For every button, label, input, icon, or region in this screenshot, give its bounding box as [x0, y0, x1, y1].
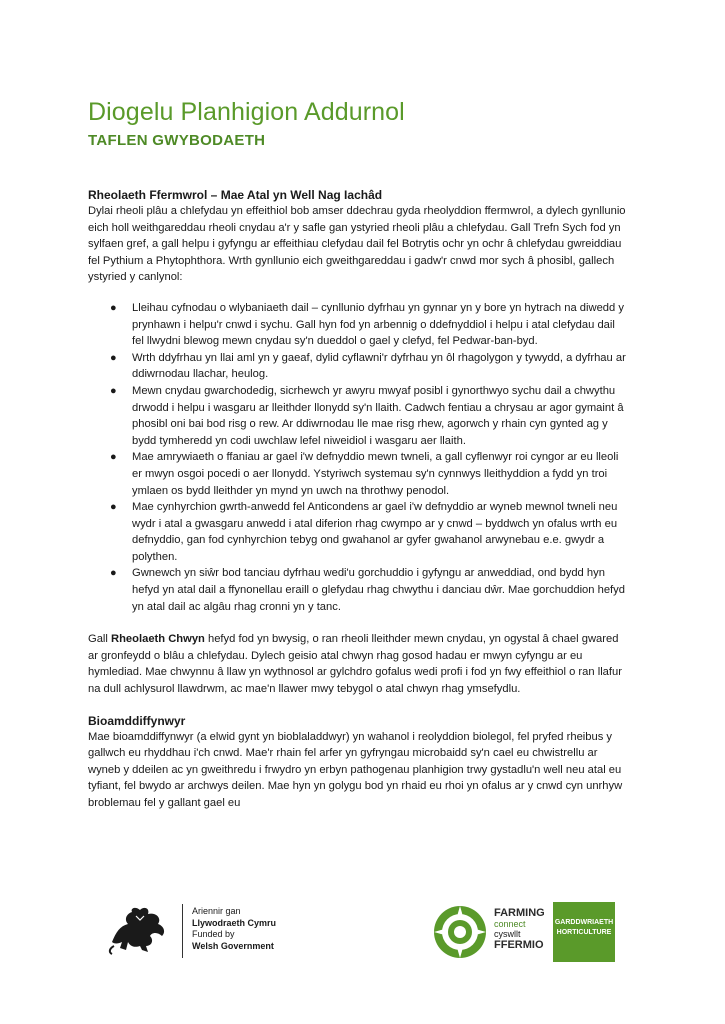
list-item: ● Gwnewch yn siŵr bod tanciau dyfrhau wedi'u gorchuddio i gyfyngu ar anweddiad, ond bydd hyn hefyd yn atal dail a ffynonellau eraill o glefydau rhag chwythu i danciau dŵr. Mae gorchuddion hefyd yn atal dail ac algâu rhag cronni yn y tanc.	[110, 567, 625, 613]
weed-control-paragraph: Gall Rheolaeth Chwyn hefyd fod yn bwysig, o ran rheoli lleithder mewn cnydau, yn ogystal â chael gwared ar gronfeydd o blâu a chlefydau. Dylech geisio atal chwyn rhag gosod hadau er mwyn cyfyngu ar eu hymlediad. Mae chwynnu â llaw yn wythnosol ar gylchdro gofalus wedi profi i fod yn fwy effeithiol o ran llafur na dull achlysurol llawdrwm, ac mae'n llawer mwy tebygol o atal chwyn rhag ymsefydlu.	[88, 633, 622, 696]
section-bioprotectants	[88, 713, 628, 812]
bullet-icon: ●	[110, 301, 117, 314]
section-farming-control	[88, 187, 628, 698]
farming-connect-logo-text: FARMING connect cyswllt FFERMIO	[494, 907, 545, 951]
bullet-list	[88, 300, 628, 615]
bullet-icon: ●	[110, 351, 117, 364]
weed-control-term: Rheolaeth Chwyn	[111, 633, 205, 646]
bullet-icon: ●	[110, 451, 117, 464]
section-heading: Bioamddiffynwyr	[88, 713, 186, 728]
welsh-dragon-icon	[106, 902, 172, 956]
footer-logos	[0, 902, 725, 972]
bullet-icon: ●	[110, 384, 117, 397]
list-item: ● Mae amrywiaeth o ffaniau ar gael i'w defnyddio mewn twneli, a gall cyflenwyr roi cyngor ar eu lleoli er mwyn osgoi pocedi o aer llonydd. Ystyriwch systemau sy'n cynnwys lleithyddion a fydd yn troi ymlaen os bydd lleithder yn mynd yn uwch na throthwy penodol.	[110, 451, 619, 497]
page-title: Diogelu Planhigion Addurnol	[88, 98, 405, 126]
page-subtitle: TAFLEN GWYBODAETH	[88, 132, 266, 149]
logo-divider	[182, 904, 183, 958]
list-item: ● Wrth ddyfrhau yn llai aml yn y gaeaf, dylid cyflawni'r dyfrhau yn ôl rhagolygon y tywydd, a dyfrhau ar ddiwrnodau llachar, heulog.	[110, 351, 626, 381]
list-item: ● Lleihau cyfnodau o wlybaniaeth dail – cynllunio dyfrhau yn gynnar yn y bore yn hytrach na diwedd y prynhawn i helpu'r cnwd i sychu. Gall hyn fod yn arbennig o ddefnyddiol i helpu i atal clefydau dail fel llwydni blewog mewn cnydau sy'n dueddol o gael y clefyd, fel Pedwar-ban-byd.	[110, 301, 624, 348]
welsh-government-logo: Ariennir gan Llywodraeth Cymru Funded by Welsh Government	[192, 906, 277, 951]
section-intro: Dylai rheoli plâu a chlefydau yn effeithiol bob amser ddechrau gyda rheolyddion ffermwrol, a dylech gynllunio eich holl weithgareddau rheoli cnydau a'r y safle gan ystyried rheoli plâu a chlefydau. Gall Trefn Sych fod yn sylfaen gref, a gall helpu i gyfyngu ar effeithiau clefydau dail fel Botrytis ochr yn ochr â chlefydau gwreiddiau fel Pythium a Phytophthora. Wrth gynllunio eich gweithgareddau i gadw'r cnwd mor sych â phosibl, gallech ystyried y canlynol:	[88, 205, 626, 284]
section-heading: Rheolaeth Ffermwrol – Mae Atal yn Well Nag Iachâd	[88, 188, 383, 202]
farming-connect-swirl-icon	[432, 904, 488, 960]
list-item: ● Mewn cnydau gwarchodedig, sicrhewch yr awyru mwyaf posibl i gynorthwyo sychu dail a chwythu drwodd i helpu i wasgaru ar lleithder llonydd sy'n llaith. Cadwch fentiau a chrysau ar agor gymaint â phosibl oni bai bod risg o rew. Ar ddiwrnodau lle mae risg rhew, agorwch y rhain cyn gynted ag y bydd tymheredd yn codi uwchlaw lefel niweidiol i wasgaru aer llaith.	[110, 384, 624, 447]
document-page	[88, 96, 628, 812]
list-item: ● Mae cynhyrchion gwrth-anwedd fel Anticondens ar gael i'w defnyddio ar wyneb mewnol twneli neu wydr i atal a gwasgaru anwedd i atal diferion rhag cwympo ar y cnwd – byddwch yn ofalus wrth eu defnyddio, gan fod cynhyrchion tebyg ond gwahanol ar gyfer gwahanol arwynebau e.e. gwydr a polythen.	[110, 501, 618, 563]
bullet-icon: ●	[110, 501, 117, 514]
section-text: Mae bioamddiffynwyr (a elwid gynt yn bioblaladdwyr) yn wahanol i reolyddion biolegol, fel pryfed rheibus y gallwch eu rhyddhau i'ch cnwd. Mae'r rhain fel arfer yn gyfryngau microbaidd sy'n cael eu chwistrellu ar wyneb y ddeilen ac yn gweithredu i frwydro yn erbyn pathogenau planhigion trwy gystadlu'n well neu atal eu tyfiant, fel bwydo ar archwys deilen. Mae hyn yn golygu bod yn rhaid eu rhoi yn ofalus ar y cnwd cyn unrhyw broblemau fel y gallant gael eu	[88, 730, 623, 809]
horticulture-badge: GARDDWRIAETH HORTICULTURE	[553, 902, 615, 962]
bullet-icon: ●	[110, 567, 117, 580]
